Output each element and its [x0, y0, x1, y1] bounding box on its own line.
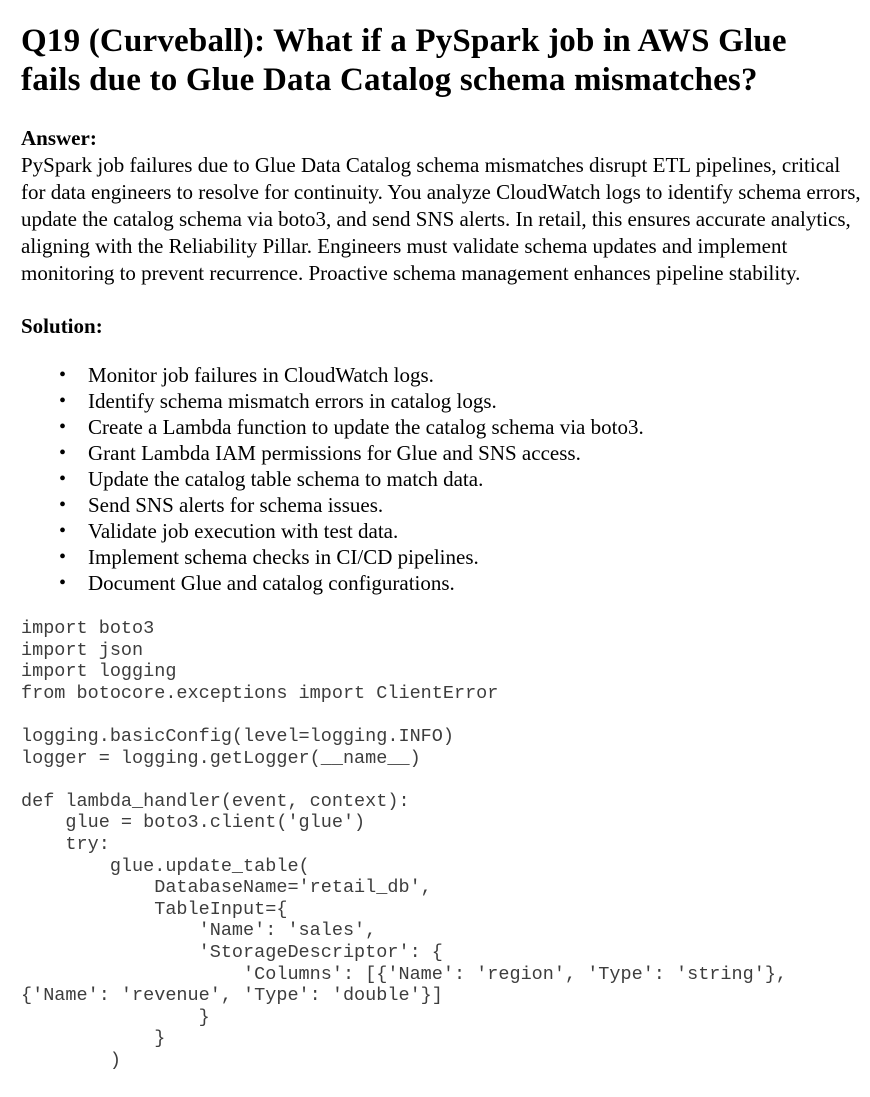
code-line: )	[21, 1049, 121, 1071]
code-line: 'StorageDescriptor': {	[21, 941, 443, 963]
code-line: try:	[21, 833, 110, 855]
code-line: from botocore.exceptions import ClientError	[21, 682, 499, 704]
list-item: • Monitor job failures in CloudWatch logs.	[21, 362, 868, 388]
code-line: logger = logging.getLogger(__name__)	[21, 747, 421, 769]
list-item: • Create a Lambda function to update the catalog schema via boto3.	[21, 414, 868, 440]
list-item: • Send SNS alerts for schema issues.	[21, 492, 868, 518]
code-line: {'Name': 'revenue', 'Type': 'double'}]	[21, 985, 443, 1007]
list-item: • Document Glue and catalog configurations.	[21, 570, 868, 596]
solution-label: Solution:	[21, 314, 103, 338]
code-line	[21, 769, 868, 791]
question-title: Q19 (Curveball): What if a PySpark job in AWS Glue fails due to Glue Data Catalog schema mismatches?	[21, 23, 787, 98]
code-line	[21, 704, 868, 726]
code-block	[21, 618, 868, 1071]
answer-paragraph: PySpark job failures due to Glue Data Catalog schema mismatches disrupt ETL pipelines, critical for data engineers to resolve for continuity. You analyze CloudWatch logs to identify schema errors, update the catalog schema via boto3, and send SNS alerts. In retail, this ensures accurate analytics, aligning with the Reliability Pillar. Engineers must validate schema updates and implement monitoring to prevent recurrence. Proactive schema management enhances pipeline stability.	[21, 153, 861, 285]
list-item: • Identify schema mismatch errors in catalog logs.	[21, 388, 868, 414]
solution-steps-list	[21, 362, 868, 596]
code-line: glue = boto3.client('glue')	[21, 812, 366, 834]
code-line: def lambda_handler(event, context):	[21, 790, 410, 812]
list-item: • Validate job execution with test data.	[21, 518, 868, 544]
answer-label: Answer:	[21, 126, 97, 150]
code-line: import logging	[21, 661, 177, 683]
code-line: import boto3	[21, 618, 155, 639]
list-item: • Implement schema checks in CI/CD pipelines.	[21, 544, 868, 570]
code-line: import json	[21, 639, 144, 661]
code-line: DatabaseName='retail_db',	[21, 877, 432, 899]
list-item: • Update the catalog table schema to match data.	[21, 466, 868, 492]
code-line: }	[21, 1028, 166, 1050]
code-line: logging.basicConfig(level=logging.INFO)	[21, 725, 454, 747]
code-line: 'Columns': [{'Name': 'region', 'Type': 'string'},	[21, 963, 788, 985]
code-line: glue.update_table(	[21, 855, 310, 877]
list-item: • Grant Lambda IAM permissions for Glue and SNS access.	[21, 440, 868, 466]
code-line: TableInput={	[21, 898, 288, 920]
code-line: 'Name': 'sales',	[21, 920, 377, 942]
code-line: }	[21, 1006, 210, 1028]
